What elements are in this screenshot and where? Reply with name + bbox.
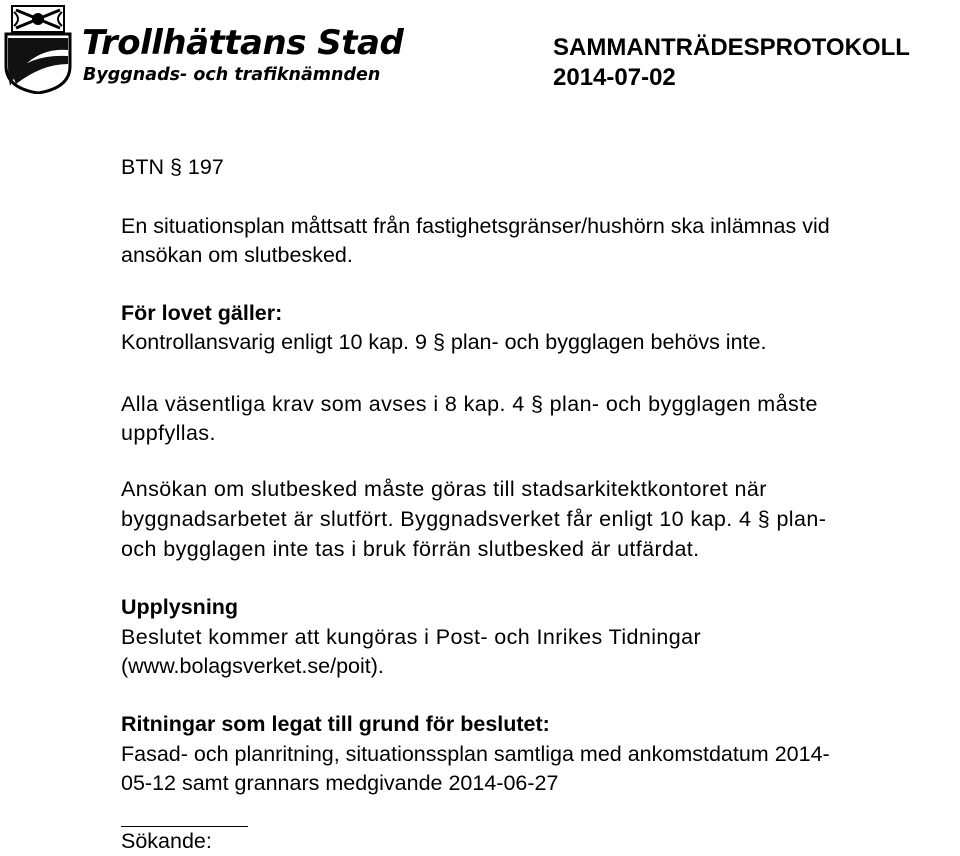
info-text-line-1: Beslutet kommer att kungöras i Post- och Inrikes Tidningar xyxy=(121,625,702,649)
info-heading: Upplysning xyxy=(121,595,239,619)
organization-name: Trollhättans Stad xyxy=(82,23,404,63)
department-name: Byggnads- och trafiknämnden xyxy=(83,65,381,85)
permit-condition-1: Kontrollansvarig enligt 10 kap. 9 § plan- och bygglagen behövs inte. xyxy=(121,330,767,354)
permit-heading: För lovet gäller: xyxy=(121,301,283,325)
final-notice-line-2: byggnadsarbetet är slutfört. Byggnadsverket får enligt 10 kap. 4 § plan- xyxy=(121,507,827,531)
final-notice-line-3: och bygglagen inte tas i bruk förrän slutbesked är utfärdat. xyxy=(121,537,700,561)
permit-condition-2-line-2: uppfyllas. xyxy=(121,421,216,445)
permit-condition-2-line-1: Alla väsentliga krav som avses i 8 kap. 4 § plan- och bygglagen måste xyxy=(121,392,818,416)
drawings-text-line-2: 05-12 samt grannars medgivande 2014-06-27 xyxy=(121,771,559,795)
situation-plan-line-1: En situationsplan måttsatt från fastighetsgränser/hushörn ska inlämnas vid xyxy=(121,214,830,238)
drawings-heading: Ritningar som legat till grund för beslutet: xyxy=(121,712,550,736)
municipal-coat-of-arms-icon xyxy=(2,4,74,94)
final-notice-line-1: Ansökan om slutbesked måste göras till stadsarkitektkontoret när xyxy=(121,477,767,501)
applicant-underline xyxy=(121,826,248,827)
page-header xyxy=(0,0,960,100)
situation-plan-line-2: ansökan om slutbesked. xyxy=(121,243,353,267)
applicant-label: Sökande: xyxy=(121,829,212,853)
document-date: 2014-07-02 xyxy=(553,64,676,91)
drawings-text-line-1: Fasad- och planritning, situationssplan samtliga med ankomstdatum 2014- xyxy=(121,742,830,766)
document-type: SAMMANTRÄDESPROTOKOLL xyxy=(553,34,910,61)
case-reference: BTN § 197 xyxy=(121,155,224,179)
info-text-line-2: (www.bolagsverket.se/poit). xyxy=(121,654,384,678)
